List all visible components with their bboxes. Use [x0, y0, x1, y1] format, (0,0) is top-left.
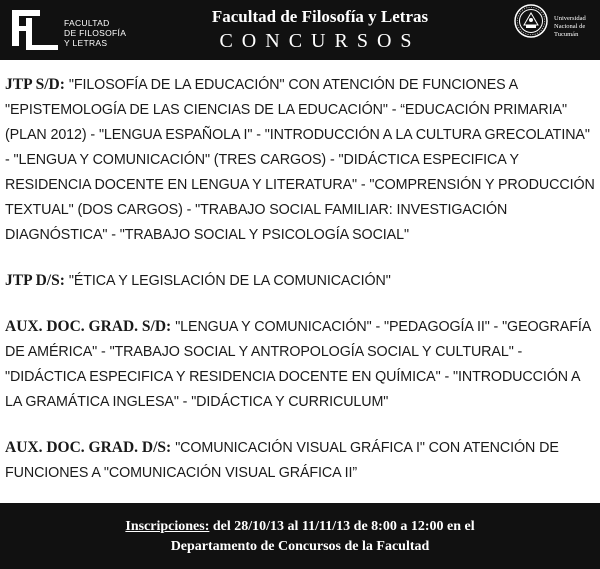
university-seal-icon	[514, 4, 548, 38]
section-text: "COMUNICACIÓN VISUAL GRÁFICA I" CON ATENCIÓN DE FUNCIONES A "COMUNICACIÓN VISUAL GRÁFICA II”	[5, 440, 559, 481]
logo-line: DE FILOSOFÍA	[64, 28, 127, 38]
registration-label: Inscripciones:	[125, 519, 210, 534]
section-aux-ds	[5, 435, 597, 486]
fl-monogram-icon	[6, 6, 62, 54]
university-line: Tucumán	[554, 31, 579, 38]
university-line: Universidad	[554, 15, 586, 22]
logo-text	[64, 18, 126, 48]
section-label: JTP S/D:	[5, 76, 65, 93]
registration-text: del 28/10/13 al 11/11/13 de 8:00 a 12:00 en el	[212, 519, 475, 534]
section-jtp-sd	[5, 72, 597, 248]
registration-dates	[0, 517, 600, 537]
header-subtitle: CONCURSOS	[219, 30, 421, 52]
announcement-body	[5, 72, 597, 486]
registration-location: Departamento de Concursos de la Facultad	[170, 539, 430, 554]
section-label: AUX. DOC. GRAD. D/S:	[5, 439, 172, 456]
section-text: "LENGUA Y COMUNICACIÓN" - "PEDAGOGÍA II" - "GEOGRAFÍA DE AMÉRICA" - "TRABAJO SOCIAL Y ANTROPOLOGÍA SOCIAL Y CULTURAL" - "DIDÁCTICA ESPECIFICA Y RESIDENCIA DOCENTE EN QUÍMICA" - "INTRODUCCIÓN A LA GRAMÁTICA INGLESA" - "DIDÁCTICA Y CURRICULUM"	[5, 319, 591, 410]
section-label: AUX. DOC. GRAD. S/D:	[5, 318, 172, 335]
header-bar	[0, 0, 600, 60]
section-text: "FILOSOFÍA DE LA EDUCACIÓN" CON ATENCIÓN DE FUNCIONES A "EPISTEMOLOGÍA DE LAS CIENCIAS DE LA EDUCACIÓN" - “EDUCACIÓN PRIMARIA" (PLAN 2012) - "LENGUA ESPAÑOLA I" - "INTRODUCCIÓN A LA CULTURA GRECOLATINA" - "LENGUA Y COMUNICACIÓN" (TRES CARGOS) - "DIDÁCTICA ESPECIFICA Y RESIDENCIA DOCENTE EN LENGUA Y LITERATURA" - "COMPRENSIÓN Y PRODUCCIÓN TEXTUAL" (DOS CARGOS) - "TRABAJO SOCIAL FAMILIAR: INVESTIGACIÓN DIAGNÓSTICA" - "TRABAJO SOCIAL Y PSICOLOGÍA SOCIAL"	[5, 77, 595, 243]
section-label: JTP D/S:	[5, 272, 65, 289]
header-title: Facultad de Filosofía y Letras	[211, 7, 429, 26]
section-jtp-ds	[5, 268, 597, 294]
section-aux-sd	[5, 314, 597, 415]
footer-bar	[0, 503, 600, 569]
logo-line: FACULTAD	[64, 18, 110, 28]
university-line: Nacional de	[554, 23, 586, 30]
section-text: "ÉTICA Y LEGISLACIÓN DE LA COMUNICACIÓN"	[68, 273, 391, 289]
logo-line: Y LETRAS	[64, 38, 108, 48]
university-name	[554, 15, 586, 39]
